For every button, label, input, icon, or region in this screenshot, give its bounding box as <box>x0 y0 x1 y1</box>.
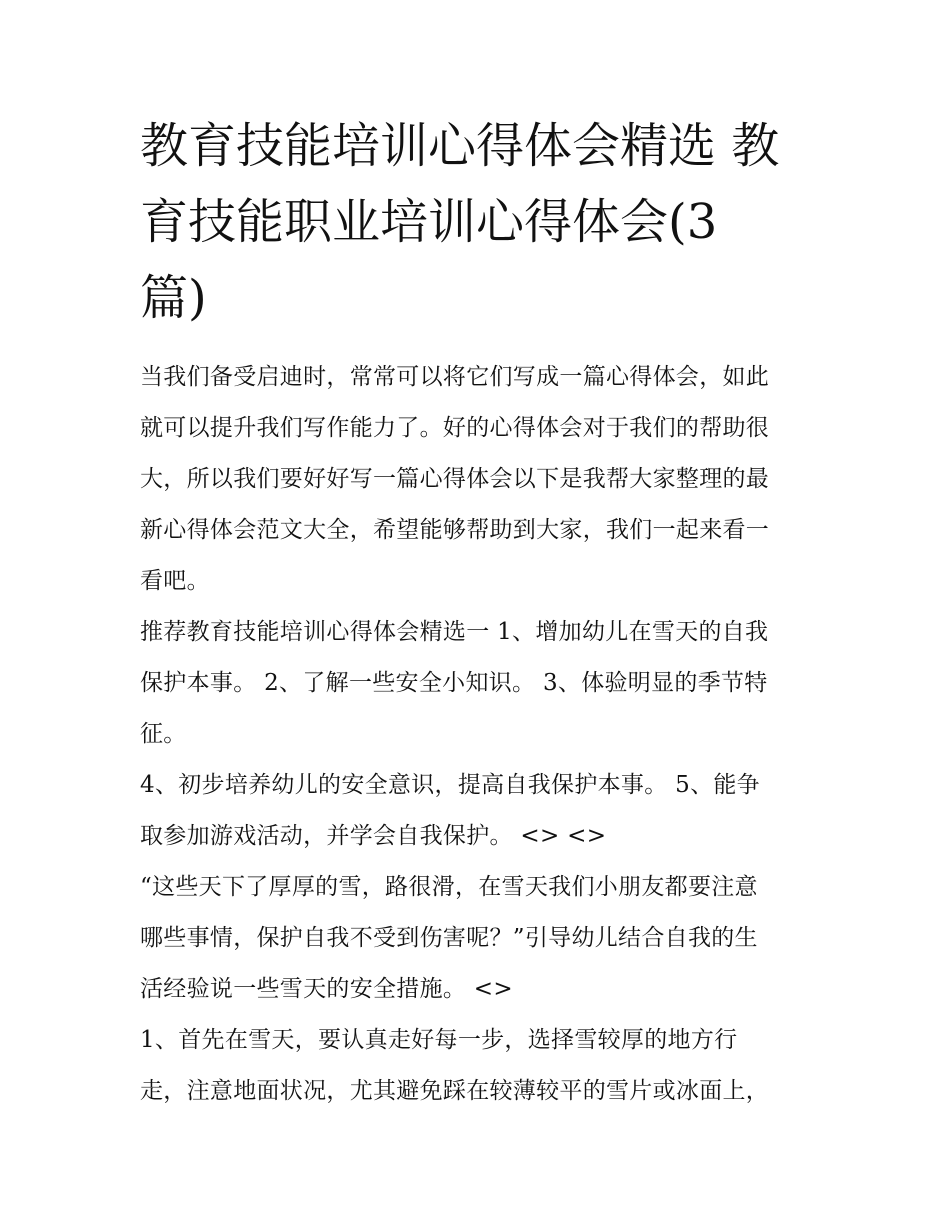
body-line: 看吧。 <box>140 568 210 594</box>
body-line: 1、首先在雪天，要认真走好每一步，选择雪较厚的地方行 <box>140 1027 738 1053</box>
body-line: 就可以提升我们写作能力了。好的心得体会对于我们的帮助很 <box>140 415 770 441</box>
body-line: 4、初步培养幼儿的安全意识，提高自我保护本事。 5、能争 <box>140 772 760 798</box>
document-body <box>140 352 830 1117</box>
body-line: 保护本事。 2、了解一些安全小知识。 3、体验明显的季节特 <box>140 670 768 696</box>
body-line: 活经验说一些雪天的安全措施。 <> <box>140 976 513 1002</box>
body-line: 走，注意地面状况，尤其避免踩在较薄较平的雪片或冰面上， <box>140 1078 770 1104</box>
title-line: 育技能职业培训心得体会(3 <box>140 194 718 250</box>
body-line: 征。 <box>140 721 187 747</box>
body-line: 大，所以我们要好好写一篇心得体会以下是我帮大家整理的最 <box>140 466 770 492</box>
body-line: 当我们备受启迪时，常常可以将它们写成一篇心得体会，如此 <box>140 364 770 390</box>
body-line: “这些天下了厚厚的雪，路很滑，在雪天我们小朋友都要注意 <box>140 874 758 900</box>
body-line: 新心得体会范文大全，希望能够帮助到大家，我们一起来看一 <box>140 517 770 543</box>
title-line: 篇) <box>140 270 207 326</box>
body-line: 哪些事情，保护自我不受到伤害呢？”引导幼儿结合自我的生 <box>140 925 758 951</box>
body-line: 推荐教育技能培训心得体会精选一 1、增加幼儿在雪天的自我 <box>140 619 769 645</box>
title-line: 教育技能培训心得体会精选 教 <box>140 118 780 174</box>
document-title <box>140 108 820 336</box>
body-line: 取参加游戏活动，并学会自我保护。 <> <> <box>140 823 607 849</box>
